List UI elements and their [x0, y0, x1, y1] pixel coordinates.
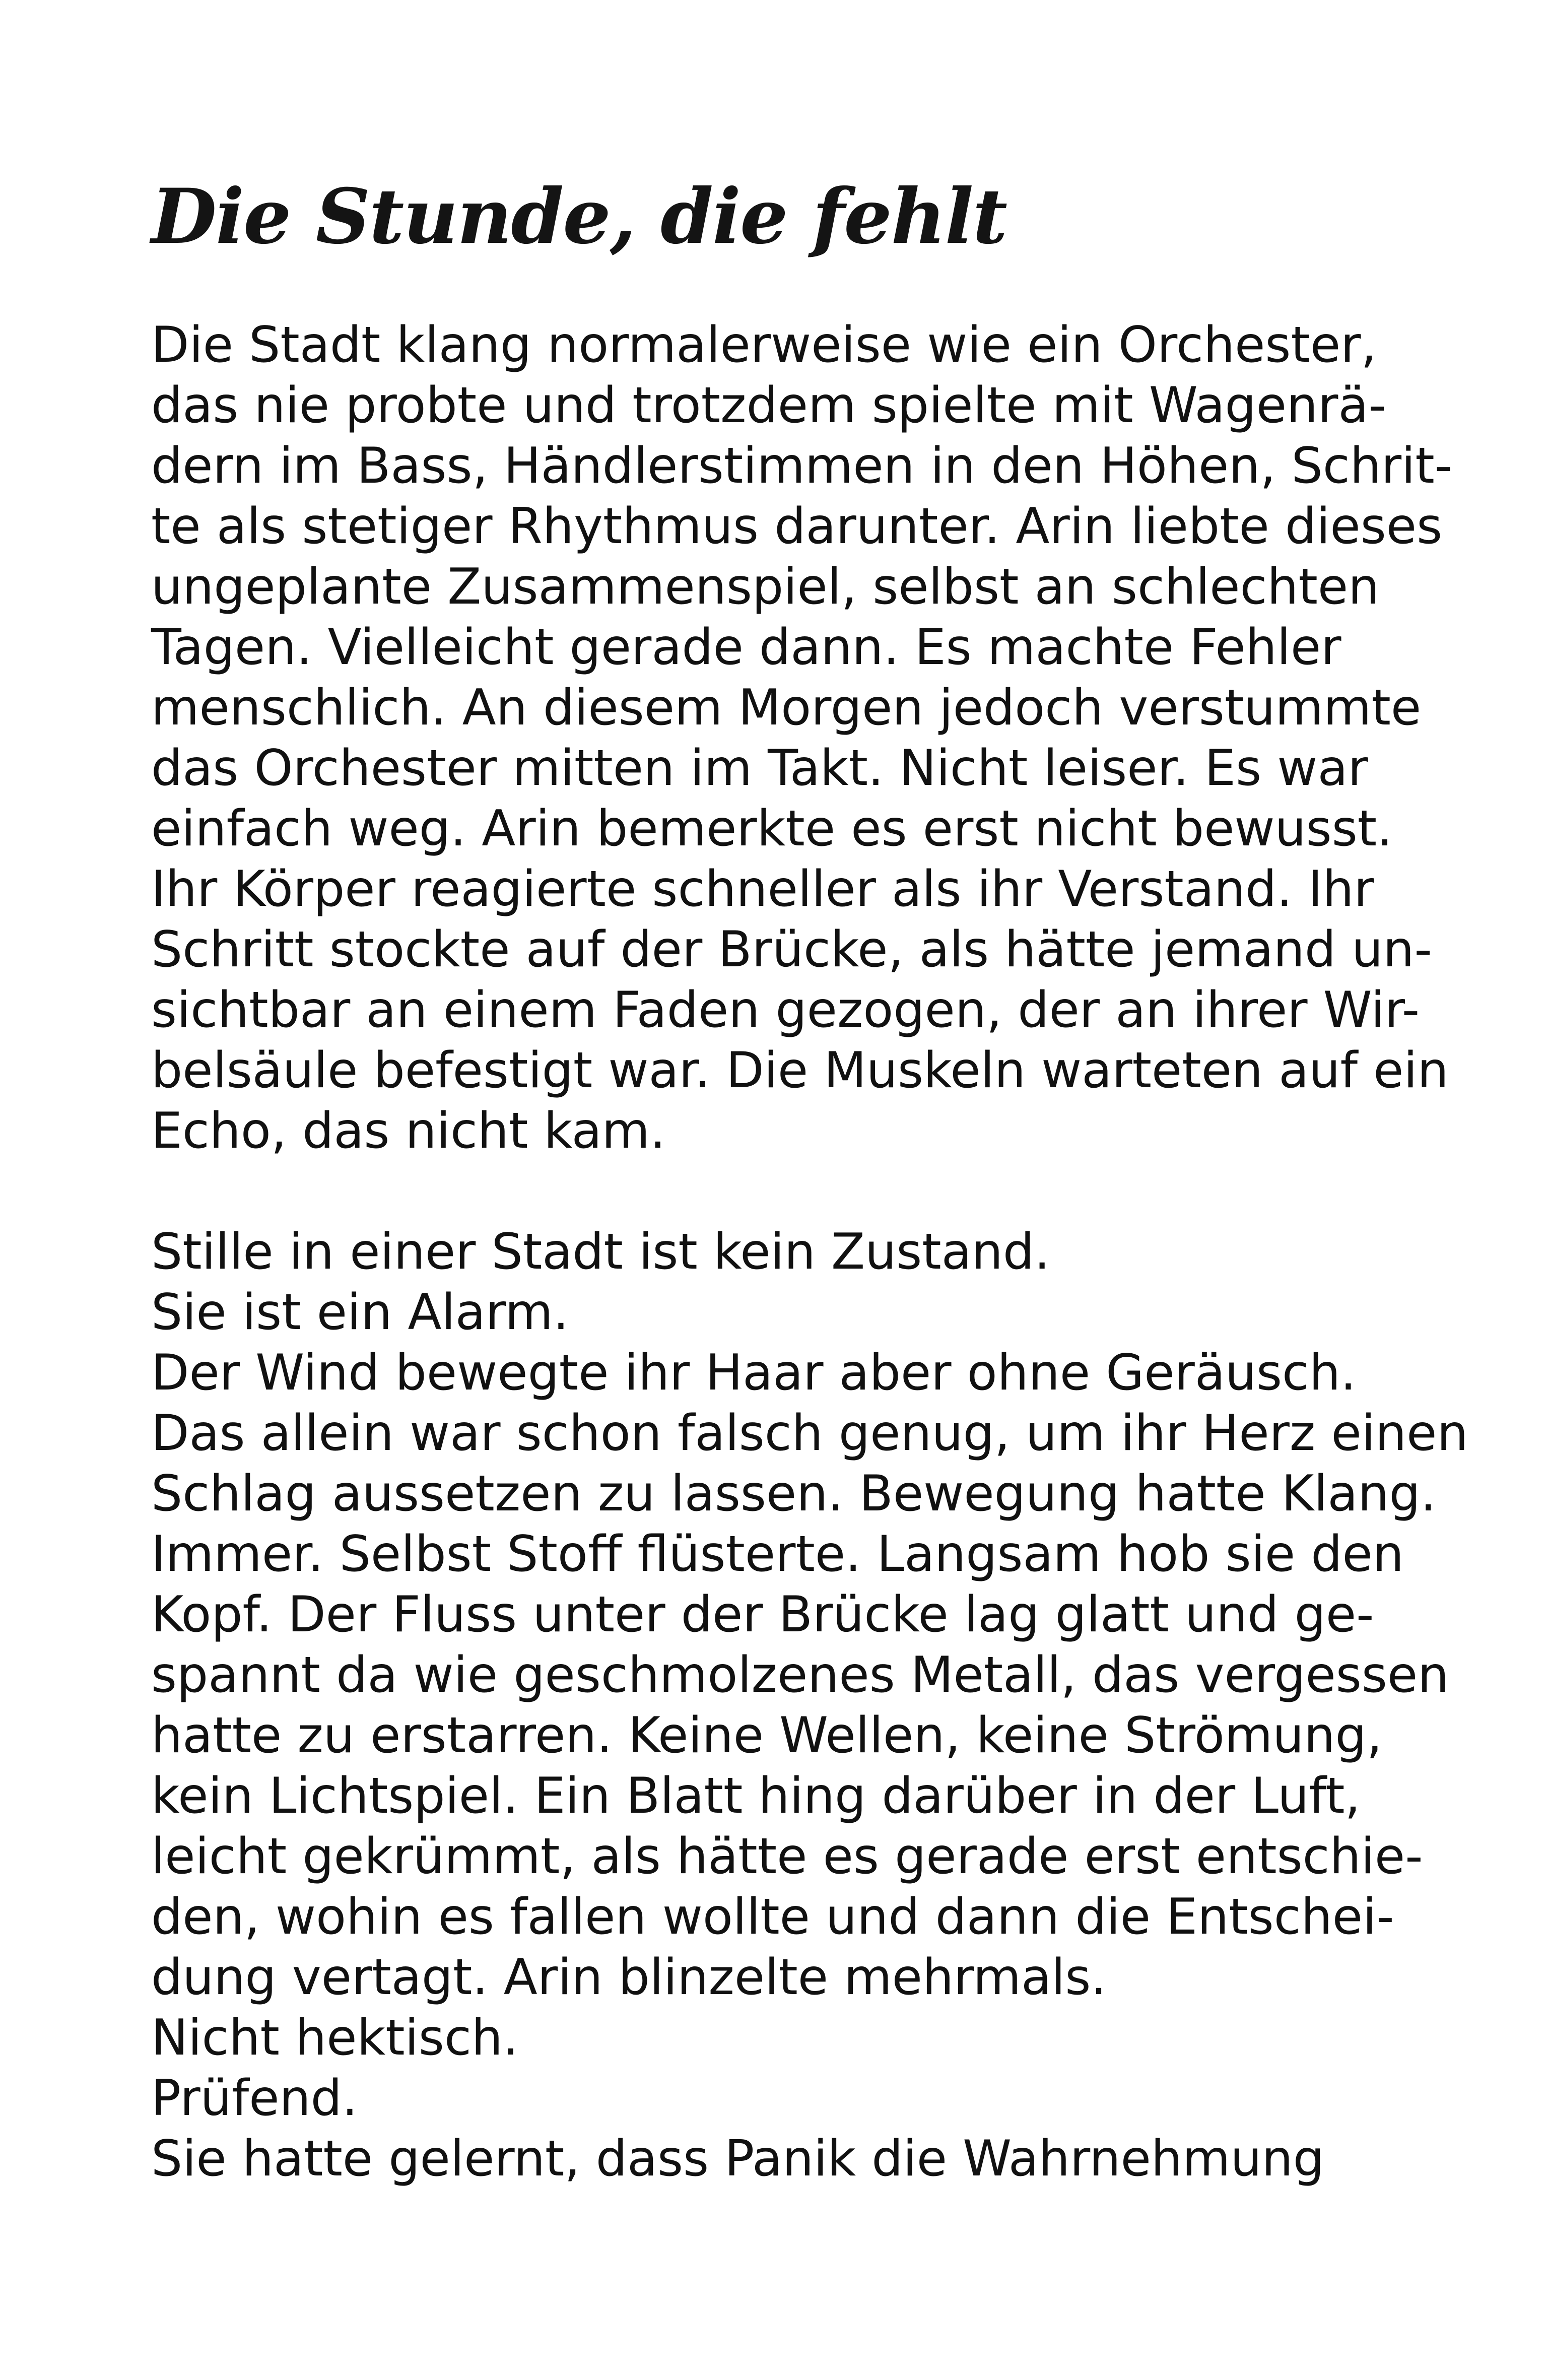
text-line: dung vertagt. Arin blinzelte mehrmals.: [151, 1949, 1107, 2006]
text-line: te als stetiger Rhythmus darunter. Arin liebte dieses: [151, 498, 1443, 555]
text-line: Schlag aussetzen zu lassen. Bewegung hatte Klang.: [151, 1465, 1436, 1523]
text-line: Sie ist ein Alarm.: [151, 1284, 569, 1341]
text-line: Prüfend.: [151, 2070, 358, 2127]
text-line: menschlich. An diesem Morgen jedoch verstummte: [151, 679, 1422, 737]
text-line: den, wohin es fallen wollte und dann die Entschei-: [151, 1888, 1394, 1946]
text-line: Ihr Körper reagierte schneller als ihr Verstand. Ihr: [151, 861, 1374, 918]
text-line: Kopf. Der Fluss unter der Brücke lag glatt und ge-: [151, 1586, 1374, 1643]
chapter-title: Die Stunde, die fehlt: [151, 172, 1007, 261]
text-line: ungeplante Zusammenspiel, selbst an schlechten: [151, 558, 1380, 616]
text-line: Das allein war schon falsch genug, um ihr Herz einen: [151, 1405, 1468, 1462]
paragraph-1: [151, 315, 1453, 1161]
text-line: kein Lichtspiel. Ein Blatt hing darüber in der Luft,: [151, 1767, 1361, 1825]
text-line: Immer. Selbst Stoff flüsterte. Langsam hob sie den: [151, 1526, 1404, 1583]
paragraph-gap: [151, 1161, 1410, 1222]
chapter-body: [151, 315, 1468, 2189]
text-line: Tagen. Vielleicht gerade dann. Es machte Fehler: [151, 619, 1341, 676]
text-line: sichtbar an einem Faden gezogen, der an ihrer Wir-: [151, 981, 1420, 1039]
text-line: spannt da wie geschmolzenes Metall, das vergessen: [151, 1646, 1449, 1704]
text-line: Der Wind bewegte ihr Haar aber ohne Geräusch.: [151, 1344, 1357, 1402]
text-line: hatte zu erstarren. Keine Wellen, keine Strömung,: [151, 1707, 1382, 1764]
paragraph-2: [151, 1222, 1468, 2189]
text-line: das nie probte und trotzdem spielte mit Wagenrä-: [151, 377, 1386, 434]
text-line: belsäule befestigt war. Die Muskeln warteten auf ein: [151, 1042, 1449, 1099]
text-line: Die Stadt klang normalerweise wie ein Orchester,: [151, 316, 1377, 374]
text-line: leicht gekrümmt, als hätte es gerade erst entschie-: [151, 1828, 1423, 1885]
text-line: das Orchester mitten im Takt. Nicht leiser. Es war: [151, 740, 1368, 797]
text-line: Schritt stockte auf der Brücke, als hätte jemand un-: [151, 921, 1432, 978]
text-line: Nicht hektisch.: [151, 2009, 519, 2067]
text-line: dern im Bass, Händlerstimmen in den Höhen, Schrit-: [151, 437, 1453, 495]
text-line: Echo, das nicht kam.: [151, 1102, 666, 1160]
text-line: einfach weg. Arin bemerkte es erst nicht bewusst.: [151, 800, 1393, 857]
text-line: Sie hatte gelernt, dass Panik die Wahrnehmung: [151, 2130, 1324, 2188]
text-line: Stille in einer Stadt ist kein Zustand.: [151, 1223, 1050, 1281]
